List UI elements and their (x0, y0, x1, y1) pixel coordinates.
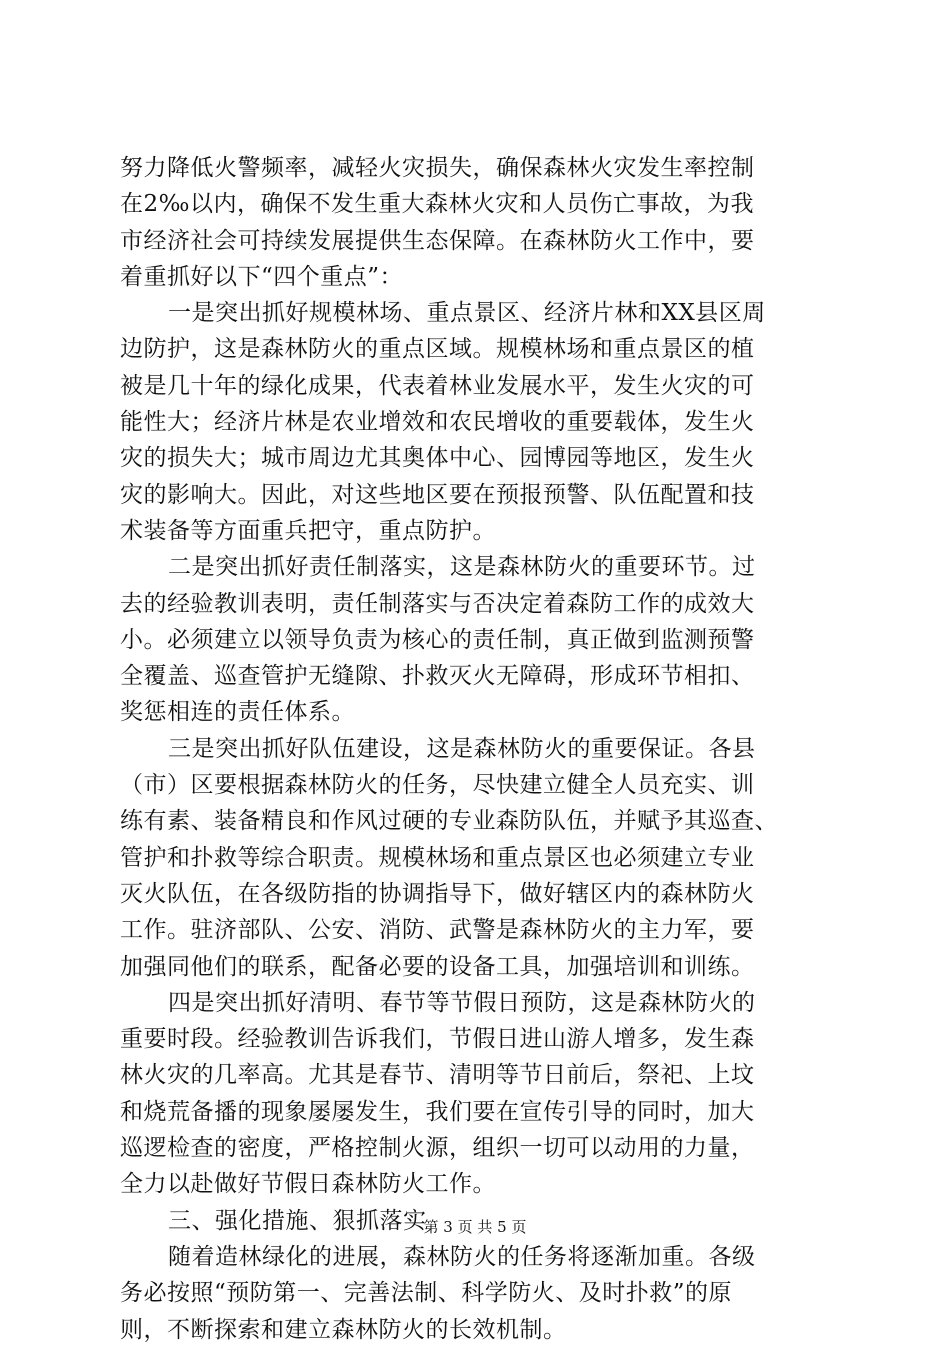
body-text-line: （市）区要根据森林防火的任务，尽快建立健全人员充实、训 (120, 772, 755, 799)
body-text-line: 小。必须建立以领导负责为核心的责任制，真正做到监测预警 (120, 626, 755, 653)
body-text-line: 三、强化措施、狠抓落实 (168, 1207, 427, 1234)
body-text-line: 能性大；经济片林是农业增效和农民增收的重要载体，发生火 (120, 409, 755, 436)
body-text-line: 随着造林绿化的进展，森林防火的任务将逐渐加重。各级 (168, 1243, 756, 1270)
body-text-line: 林火灾的几率高。尤其是春节、清明等节日前后，祭祀、上坟 (120, 1062, 755, 1089)
body-text-line: 和烧荒备播的现象屡屡发生，我们要在宣传引导的同时，加大 (120, 1098, 755, 1125)
body-text-line: 一是突出抓好规模林场、重点景区、经济片林和XX县区周 (168, 300, 766, 327)
body-text-line: 去的经验教训表明，责任制落实与否决定着森防工作的成效大 (120, 590, 755, 617)
body-text-line: 努力降低火警频率，减轻火灾损失，确保森林火灾发生率控制 (120, 155, 755, 181)
body-text-line: 务必按照“预防第一、完善法制、科学防火、及时扑救”的原 (120, 1280, 733, 1307)
body-text-line: 灭火队伍，在各级防指的协调指导下，做好辖区内的森林防火 (120, 880, 755, 907)
body-text-line: 在2‰以内，确保不发生重大森林火灾和人员伤亡事故，为我 (120, 191, 754, 218)
body-text-line: 加强同他们的联系，配备必要的设备工具，加强培训和训练。 (120, 953, 755, 980)
body-text-line: 市经济社会可持续发展提供生态保障。在森林防火工作中，要 (120, 227, 755, 254)
body-text-line: 灾的损失大；城市周边尤其奥体中心、园博园等地区，发生火 (120, 445, 755, 472)
body-text-line: 奖惩相连的责任体系。 (120, 699, 355, 726)
body-text-line: 巡逻检查的密度，严格控制火源，组织一切可以动用的力量， (120, 1135, 755, 1162)
document-body (120, 150, 842, 1348)
body-text-line: 管护和扑救等综合职责。规模林场和重点景区也必须建立专业 (120, 844, 755, 871)
body-text-line: 二是突出抓好责任制落实，这是森林防火的重要环节。过 (168, 554, 756, 581)
body-text-line: 则，不断探索和建立森林防火的长效机制。 (120, 1316, 567, 1343)
body-text-line: 着重抓好以下“四个重点”： (120, 263, 404, 290)
page-footer: 第 3 页 共 5 页 (423, 1218, 527, 1236)
body-text-line: 被是几十年的绿化成果，代表着林业发展水平，发生火灾的可 (120, 372, 755, 399)
body-text-line: 四是突出抓好清明、春节等节假日预防，这是森林防火的 (168, 989, 756, 1016)
body-text-line: 边防护，这是森林防火的重点区域。规模林场和重点景区的植 (120, 336, 755, 363)
body-text-line: 术装备等方面重兵把守，重点防护。 (120, 517, 496, 544)
body-text-line: 灾的影响大。因此，对这些地区要在预报预警、队伍配置和技 (120, 481, 755, 508)
body-text-line: 三是突出抓好队伍建设，这是森林防火的重要保证。各县 (168, 735, 756, 762)
body-text-line: 练有素、装备精良和作风过硬的专业森防队伍，并赋予其巡查、 (120, 808, 778, 835)
body-text-line: 全覆盖、巡查管护无缝隙、扑救灭火无障碍，形成环节相扣、 (120, 663, 755, 690)
body-text-line: 工作。驻济部队、公安、消防、武警是森林防火的主力军，要 (120, 917, 755, 944)
body-text-line: 重要时段。经验教训告诉我们，节假日进山游人增多，发生森 (120, 1026, 755, 1053)
body-text-line: 全力以赴做好节假日森林防火工作。 (120, 1171, 496, 1198)
